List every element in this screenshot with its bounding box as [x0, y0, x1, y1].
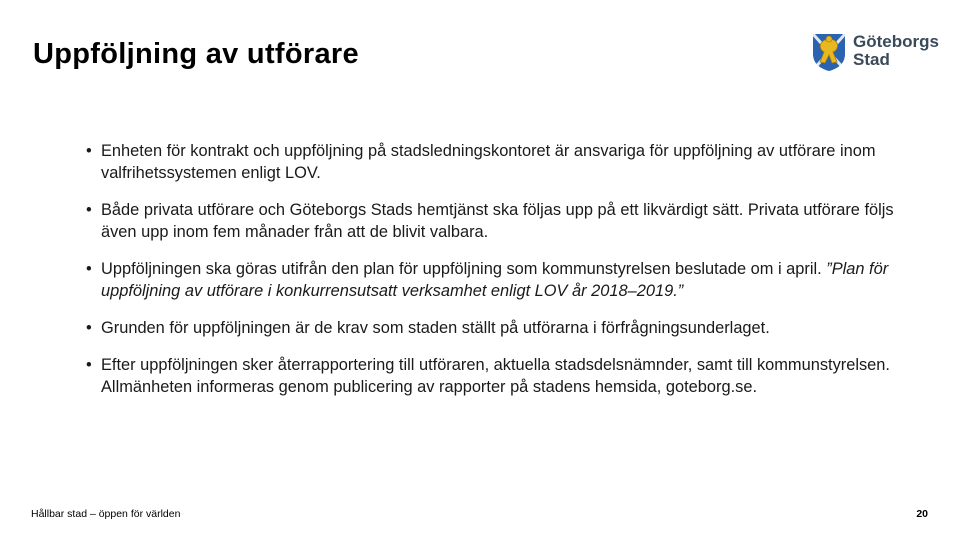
bullet-item	[86, 140, 896, 184]
logo-wordmark	[853, 33, 939, 69]
page-number: 20	[916, 508, 928, 520]
bullet-text: Grunden för uppföljningen är de krav som staden ställt på utförarna i förfrågningsunderlaget.	[101, 319, 770, 337]
bullet-dot-icon: •	[86, 142, 92, 160]
bullet-dot-icon: •	[86, 260, 92, 278]
footer-tagline: Hållbar stad – öppen för världen	[31, 508, 181, 520]
bullet-dot-icon: •	[86, 319, 92, 337]
goteborgs-stad-logo	[808, 30, 938, 74]
bullet-item	[86, 199, 896, 243]
bullet-dot-icon: •	[86, 356, 92, 374]
bullet-item	[86, 258, 896, 302]
bullet-text: Efter uppföljningen sker återrapportering till utföraren, aktuella stadsdelsnämnder, samt till kommunstyrelsen. Allmänheten informeras genom publicering av rapporter på stadens hemsida, goteborg.se.	[101, 356, 890, 396]
bullet-item	[86, 354, 896, 398]
bullet-italic-text: ”Plan för uppföljning av utförare i konkurrensutsatt verksamhet enligt LOV år 2018–2019.”	[101, 260, 889, 300]
logo-line-1: Göteborgs	[853, 32, 939, 51]
goteborg-coat-of-arms-icon	[810, 32, 848, 72]
bullet-text: Enheten för kontrakt och uppföljning på stadsledningskontoret är ansvariga för uppföljning av utförare inom valfrihetssystemen enligt LOV.	[101, 142, 876, 182]
bullet-text: Både privata utförare och Göteborgs Stads hemtjänst ska följas upp på ett likvärdigt sätt. Privata utförare följs även upp inom fem månader från att de blivit valbara.	[101, 201, 894, 241]
bullet-list	[86, 140, 896, 413]
bullet-text: Uppföljningen ska göras utifrån den plan för uppföljning som kommunstyrelsen beslutade om i april.	[101, 260, 827, 278]
bullet-dot-icon: •	[86, 201, 92, 219]
bullet-item	[86, 317, 896, 339]
slide-title: Uppföljning av utförare	[33, 38, 359, 70]
logo-line-2: Stad	[853, 50, 890, 69]
